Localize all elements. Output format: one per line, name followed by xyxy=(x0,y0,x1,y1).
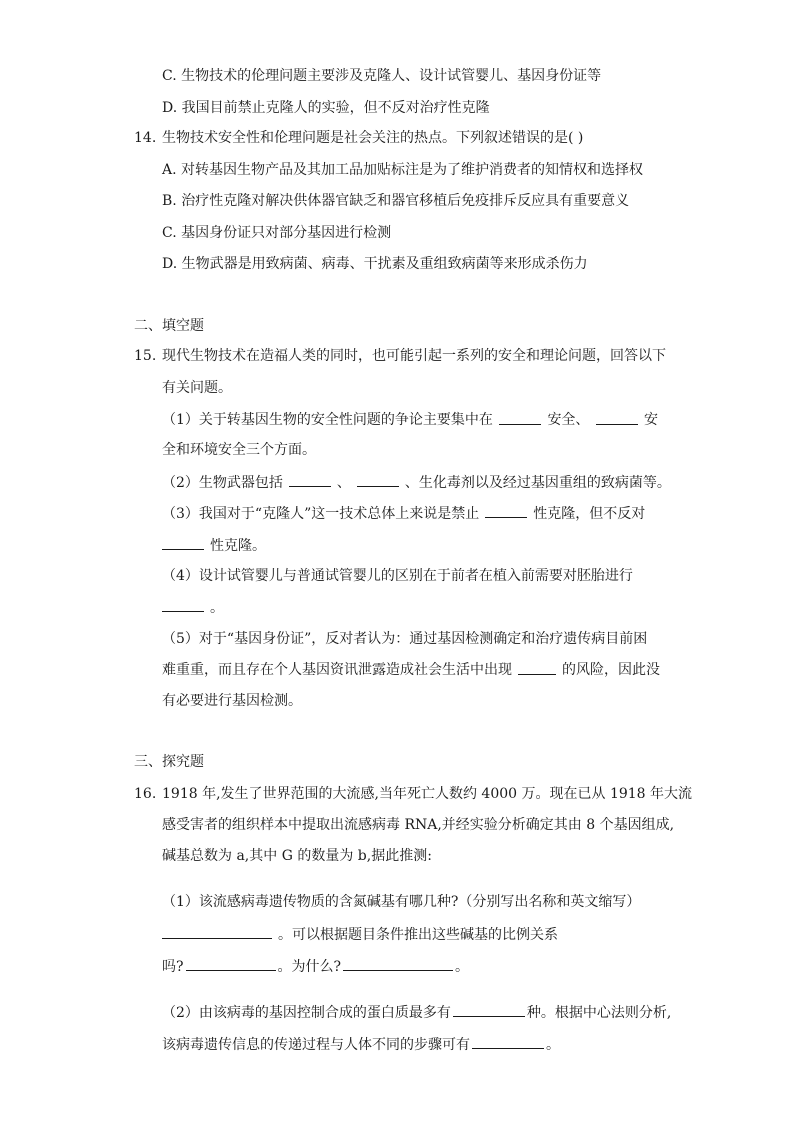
q15-part1-line2: 全和环境安全三个方面。 xyxy=(162,442,316,458)
q14-stem: 生物技术安全性和伦理问题是社会关注的热点。下列叙述错误的是( ) xyxy=(162,130,584,146)
q15-part3-line2 xyxy=(162,535,266,556)
q16-p2-text-b: 种。根据中心法则分析, xyxy=(526,1005,672,1021)
q15-part5-line3: 有必要进行基因检测。 xyxy=(162,693,302,709)
q15-p2-text-a: （2）生物武器包括 xyxy=(162,475,283,491)
q14-option-d: D. 生物武器是用致病菌、病毒、干扰素及重组致病菌等来形成杀伤力 xyxy=(162,256,588,272)
q15-p3-text-a: （3）我国对于“克隆人”这一技术总体上来说是禁止 xyxy=(162,506,480,522)
q15-p1-text-b: 安全、 xyxy=(547,412,590,428)
q15-part1-line1 xyxy=(162,410,658,430)
q15-p5-text-b: 的风险，因此没 xyxy=(562,662,660,678)
q15-p2-blank2[interactable] xyxy=(357,472,399,487)
q16-part2-line1 xyxy=(162,1002,671,1023)
q16-p1-text-c: 。 xyxy=(455,959,470,975)
q14-option-a: A. 对转基因生物产品及其加工品加贴标注是为了维护消费者的知情权和选择权 xyxy=(162,162,644,178)
q16-p2-blank1[interactable] xyxy=(453,1002,525,1017)
q15-p2-text-b: 、 xyxy=(336,475,351,491)
q16-part2-line2 xyxy=(162,1034,560,1055)
q14-option-b: B. 治疗性克隆对解决供体器官缺乏和器官移植后免疫排斥反应具有重要意义 xyxy=(162,193,630,209)
q15-number: 15. xyxy=(134,348,157,364)
q16-part1-line1: （1）该流感病毒遗传物质的含氮碱基有哪几种?（分别写出名称和英文缩写） xyxy=(162,894,641,910)
q16-part1-line3 xyxy=(162,956,469,977)
q15-p5-text-a: 难重重，而且存在个人基因资讯泄露造成社会生活中出现 xyxy=(162,662,512,678)
q15-part4-line2 xyxy=(162,597,224,618)
q16-p1-blank1[interactable] xyxy=(162,924,272,939)
q15-p1-text-c: 安 xyxy=(643,412,658,428)
q16-stem-line3: 碱基总数为 a,其中 G 的数量为 b,据此推测: xyxy=(162,848,432,864)
q15-part5-line1: （5）对于“基因身份证”，反对者认为：通过基因检测确定和治疗遗传病目前困 xyxy=(162,631,648,647)
q15-part3-line1 xyxy=(162,503,645,524)
q15-p2-blank1[interactable] xyxy=(289,472,331,487)
q16-p2-text-c: 该病毒遗传信息的传递过程与人体不同的步骤可有 xyxy=(162,1037,470,1053)
section-title-inquiry: 三、探究题 xyxy=(134,754,204,770)
q16-p1-text-b: 。为什么? xyxy=(277,959,342,975)
q15-p2-text-c: 、生化毒剂以及经过基因重组的致病菌等。 xyxy=(404,475,671,491)
section-title-fill-in: 二、填空题 xyxy=(134,318,204,334)
q15-part5-line2 xyxy=(162,660,660,680)
q15-p1-blank1[interactable] xyxy=(499,410,541,425)
q15-p3-blank2[interactable] xyxy=(162,535,204,550)
q15-p5-blank[interactable] xyxy=(518,660,556,675)
q15-part4-line1: （4）设计试管婴儿与普通试管婴儿的区别在于前者在植入前需要对胚胎进行 xyxy=(162,568,633,584)
q15-p4-blank[interactable] xyxy=(162,597,204,612)
q16-p1-blank3[interactable] xyxy=(343,956,453,971)
q15-stem-line2: 有关问题。 xyxy=(162,380,232,396)
q15-p3-text-line2: 性克隆。 xyxy=(210,538,266,554)
q15-stem-line1: 现代生物技术在造福人类的同时，也可能引起一系列的安全和理论问题，回答以下 xyxy=(162,348,666,364)
q16-part1-line2 xyxy=(162,924,558,945)
q15-p1-blank2[interactable] xyxy=(596,410,638,425)
q15-p1-text-a: （1）关于转基因生物的安全性问题的争论主要集中在 xyxy=(162,412,493,428)
q16-p1-blank2[interactable] xyxy=(186,956,276,971)
q16-stem-line1: 1918 年,发生了世界范围的大流感,当年死亡人数约 4000 万。现在已从 1918 年大流 xyxy=(162,786,693,802)
q15-p3-text-b: 性克隆，但不反对 xyxy=(533,506,646,522)
q14-number: 14. xyxy=(134,130,157,146)
q16-p2-blank2[interactable] xyxy=(472,1034,544,1049)
q13-option-d: D. 我国目前禁止克隆人的实验，但不反对治疗性克隆 xyxy=(162,100,490,116)
q16-stem-line2: 感受害者的组织样本中提取出流感病毒 RNA,并经实验分析确定其由 8 个基因组成, xyxy=(162,817,675,833)
q14-option-c: C. 基因身份证只对部分基因进行检测 xyxy=(162,225,392,241)
q16-number: 16. xyxy=(134,786,157,802)
q15-p4-text-line2: 。 xyxy=(210,600,224,616)
q15-p3-blank1[interactable] xyxy=(485,503,527,518)
q16-p2-text-a: （2）由该病毒的基因控制合成的蛋白质最多有 xyxy=(162,1005,451,1021)
q13-option-c: C. 生物技术的伦理问题主要涉及克隆人、设计试管婴儿、基因身份证等 xyxy=(162,68,602,84)
q16-p1-text-a: 吗? xyxy=(162,959,184,975)
q16-p2-text-d: 。 xyxy=(546,1037,560,1053)
q15-part2-line xyxy=(162,472,671,493)
q16-p1-text-line2: 。可以根据题目条件推出这些碱基的比例关系 xyxy=(278,927,558,943)
